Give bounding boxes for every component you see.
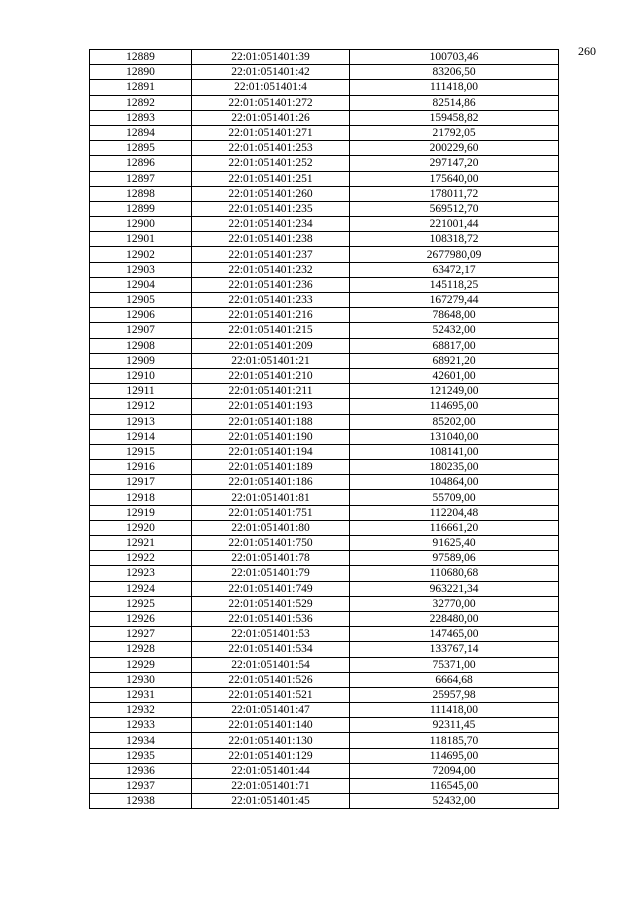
cadastral-number-cell: 22:01:051401:81 [192,490,350,505]
row-number-cell: 12902 [90,247,192,262]
value-cell: 114695,00 [350,399,559,414]
cadastral-number-cell: 22:01:051401:140 [192,718,350,733]
row-number-cell: 12909 [90,353,192,368]
table-row [90,399,559,414]
cadastral-number-cell: 22:01:051401:235 [192,201,350,216]
cadastral-number-cell: 22:01:051401:272 [192,95,350,110]
row-number-cell: 12934 [90,733,192,748]
table-row [90,672,559,687]
value-cell: 963221,34 [350,581,559,596]
table-row [90,232,559,247]
cadastral-number-cell: 22:01:051401:211 [192,384,350,399]
row-number-cell: 12891 [90,80,192,95]
value-cell: 121249,00 [350,384,559,399]
cadastral-number-cell: 22:01:051401:71 [192,779,350,794]
row-number-cell: 12922 [90,551,192,566]
table-row [90,611,559,626]
row-number-cell: 12925 [90,596,192,611]
row-number-cell: 12927 [90,627,192,642]
value-cell: 175640,00 [350,171,559,186]
value-cell: 52432,00 [350,323,559,338]
table-row [90,50,559,65]
row-number-cell: 12905 [90,293,192,308]
value-cell: 145118,25 [350,277,559,292]
value-cell: 200229,60 [350,141,559,156]
value-cell: 569512,70 [350,201,559,216]
cadastral-number-cell: 22:01:051401:237 [192,247,350,262]
value-cell: 180235,00 [350,460,559,475]
cadastral-number-cell: 22:01:051401:42 [192,65,350,80]
table-row [90,338,559,353]
cadastral-number-cell: 22:01:051401:78 [192,551,350,566]
row-number-cell: 12889 [90,50,192,65]
cadastral-number-cell: 22:01:051401:47 [192,703,350,718]
cadastral-number-cell: 22:01:051401:193 [192,399,350,414]
cadastral-number-cell: 22:01:051401:215 [192,323,350,338]
value-cell: 32770,00 [350,596,559,611]
value-cell: 108141,00 [350,444,559,459]
cadastral-number-cell: 22:01:051401:186 [192,475,350,490]
value-cell: 52432,00 [350,794,559,809]
value-cell: 42601,00 [350,368,559,383]
table-row [90,779,559,794]
value-cell: 92311,45 [350,718,559,733]
cadastral-number-cell: 22:01:051401:54 [192,657,350,672]
cadastral-number-cell: 22:01:051401:26 [192,110,350,125]
value-cell: 6664,68 [350,672,559,687]
cadastral-number-cell: 22:01:051401:260 [192,186,350,201]
table-row [90,201,559,216]
cadastral-number-cell: 22:01:051401:21 [192,353,350,368]
value-cell: 221001,44 [350,217,559,232]
cadastral-number-cell: 22:01:051401:216 [192,308,350,323]
cadastral-number-cell: 22:01:051401:251 [192,171,350,186]
table-row [90,566,559,581]
table-row [90,748,559,763]
value-cell: 100703,46 [350,50,559,65]
cadastral-number-cell: 22:01:051401:238 [192,232,350,247]
row-number-cell: 12910 [90,368,192,383]
cadastral-number-cell: 22:01:051401:253 [192,141,350,156]
cadastral-number-cell: 22:01:051401:234 [192,217,350,232]
table-row [90,186,559,201]
cadastral-number-cell: 22:01:051401:252 [192,156,350,171]
row-number-cell: 12898 [90,186,192,201]
value-cell: 2677980,09 [350,247,559,262]
table-row [90,95,559,110]
row-number-cell: 12906 [90,308,192,323]
table-row [90,520,559,535]
table-row [90,171,559,186]
table-row [90,687,559,702]
value-cell: 78648,00 [350,308,559,323]
row-number-cell: 12924 [90,581,192,596]
cadastral-number-cell: 22:01:051401:751 [192,505,350,520]
table-row [90,505,559,520]
row-number-cell: 12899 [90,201,192,216]
row-number-cell: 12900 [90,217,192,232]
cadastral-number-cell: 22:01:051401:749 [192,581,350,596]
row-number-cell: 12914 [90,429,192,444]
cadastral-number-cell: 22:01:051401:4 [192,80,350,95]
row-number-cell: 12904 [90,277,192,292]
value-cell: 97589,06 [350,551,559,566]
cadastral-number-cell: 22:01:051401:232 [192,262,350,277]
cadastral-number-cell: 22:01:051401:130 [192,733,350,748]
table-row [90,490,559,505]
cadastral-number-cell: 22:01:051401:188 [192,414,350,429]
value-cell: 63472,17 [350,262,559,277]
value-cell: 75371,00 [350,657,559,672]
value-cell: 297147,20 [350,156,559,171]
cadastral-number-cell: 22:01:051401:750 [192,536,350,551]
row-number-cell: 12919 [90,505,192,520]
value-cell: 104864,00 [350,475,559,490]
row-number-cell: 12932 [90,703,192,718]
table-row [90,80,559,95]
cadastral-number-cell: 22:01:051401:79 [192,566,350,581]
value-cell: 68921,20 [350,353,559,368]
cadastral-number-cell: 22:01:051401:53 [192,627,350,642]
cadastral-number-cell: 22:01:051401:534 [192,642,350,657]
row-number-cell: 12896 [90,156,192,171]
row-number-cell: 12933 [90,718,192,733]
value-cell: 131040,00 [350,429,559,444]
row-number-cell: 12893 [90,110,192,125]
table-row [90,217,559,232]
row-number-cell: 12911 [90,384,192,399]
table-row [90,536,559,551]
cadastral-number-cell: 22:01:051401:209 [192,338,350,353]
cadastral-number-cell: 22:01:051401:526 [192,672,350,687]
value-cell: 83206,50 [350,65,559,80]
value-cell: 108318,72 [350,232,559,247]
value-cell: 178011,72 [350,186,559,201]
row-number-cell: 12895 [90,141,192,156]
table-row [90,627,559,642]
value-cell: 112204,48 [350,505,559,520]
table-row [90,156,559,171]
table-row [90,384,559,399]
table-row [90,475,559,490]
row-number-cell: 12930 [90,672,192,687]
value-cell: 159458,82 [350,110,559,125]
value-cell: 25957,98 [350,687,559,702]
table-row [90,596,559,611]
row-number-cell: 12920 [90,520,192,535]
table-row [90,353,559,368]
cadastral-number-cell: 22:01:051401:521 [192,687,350,702]
value-cell: 111418,00 [350,703,559,718]
cadastral-number-cell: 22:01:051401:233 [192,293,350,308]
table-row [90,110,559,125]
table-row [90,733,559,748]
row-number-cell: 12913 [90,414,192,429]
cadastral-number-cell: 22:01:051401:44 [192,763,350,778]
row-number-cell: 12908 [90,338,192,353]
table-row [90,414,559,429]
table-row [90,293,559,308]
table-row [90,642,559,657]
page-number: 260 [578,44,596,58]
row-number-cell: 12935 [90,748,192,763]
cadastral-number-cell: 22:01:051401:194 [192,444,350,459]
value-cell: 110680,68 [350,566,559,581]
value-cell: 68817,00 [350,338,559,353]
table-row [90,460,559,475]
row-number-cell: 12938 [90,794,192,809]
cadastral-number-cell: 22:01:051401:190 [192,429,350,444]
row-number-cell: 12907 [90,323,192,338]
table-row [90,125,559,140]
row-number-cell: 12931 [90,687,192,702]
value-cell: 21792,05 [350,125,559,140]
row-number-cell: 12894 [90,125,192,140]
table-row [90,65,559,80]
value-cell: 116545,00 [350,779,559,794]
table-row [90,308,559,323]
value-cell: 85202,00 [350,414,559,429]
table-row [90,247,559,262]
row-number-cell: 12915 [90,444,192,459]
table-row [90,368,559,383]
row-number-cell: 12897 [90,171,192,186]
row-number-cell: 12936 [90,763,192,778]
cadastral-number-cell: 22:01:051401:80 [192,520,350,535]
table-row [90,718,559,733]
row-number-cell: 12901 [90,232,192,247]
table-row [90,262,559,277]
cadastral-number-cell: 22:01:051401:189 [192,460,350,475]
cadastral-number-cell: 22:01:051401:236 [192,277,350,292]
value-cell: 55709,00 [350,490,559,505]
value-cell: 82514,86 [350,95,559,110]
table-row [90,763,559,778]
cadastral-number-cell: 22:01:051401:536 [192,611,350,626]
cadastral-number-cell: 22:01:051401:210 [192,368,350,383]
row-number-cell: 12923 [90,566,192,581]
row-number-cell: 12917 [90,475,192,490]
row-number-cell: 12892 [90,95,192,110]
value-cell: 228480,00 [350,611,559,626]
row-number-cell: 12937 [90,779,192,794]
value-cell: 167279,44 [350,293,559,308]
table-row [90,794,559,809]
value-cell: 147465,00 [350,627,559,642]
value-cell: 116661,20 [350,520,559,535]
row-number-cell: 12928 [90,642,192,657]
cadastral-number-cell: 22:01:051401:529 [192,596,350,611]
row-number-cell: 12921 [90,536,192,551]
row-number-cell: 12926 [90,611,192,626]
value-cell: 91625,40 [350,536,559,551]
value-cell: 114695,00 [350,748,559,763]
table-row [90,323,559,338]
row-number-cell: 12929 [90,657,192,672]
cadastral-number-cell: 22:01:051401:271 [192,125,350,140]
value-cell: 133767,14 [350,642,559,657]
table-row [90,703,559,718]
cadastral-table [89,49,559,809]
table-row [90,429,559,444]
row-number-cell: 12912 [90,399,192,414]
cadastral-number-cell: 22:01:051401:129 [192,748,350,763]
cadastral-number-cell: 22:01:051401:45 [192,794,350,809]
row-number-cell: 12916 [90,460,192,475]
cadastral-number-cell: 22:01:051401:39 [192,50,350,65]
table-row [90,444,559,459]
table-body [90,50,559,809]
value-cell: 118185,70 [350,733,559,748]
value-cell: 111418,00 [350,80,559,95]
row-number-cell: 12918 [90,490,192,505]
table-row [90,657,559,672]
table-row [90,277,559,292]
row-number-cell: 12890 [90,65,192,80]
row-number-cell: 12903 [90,262,192,277]
table-row [90,581,559,596]
table-row [90,551,559,566]
value-cell: 72094,00 [350,763,559,778]
table-row [90,141,559,156]
